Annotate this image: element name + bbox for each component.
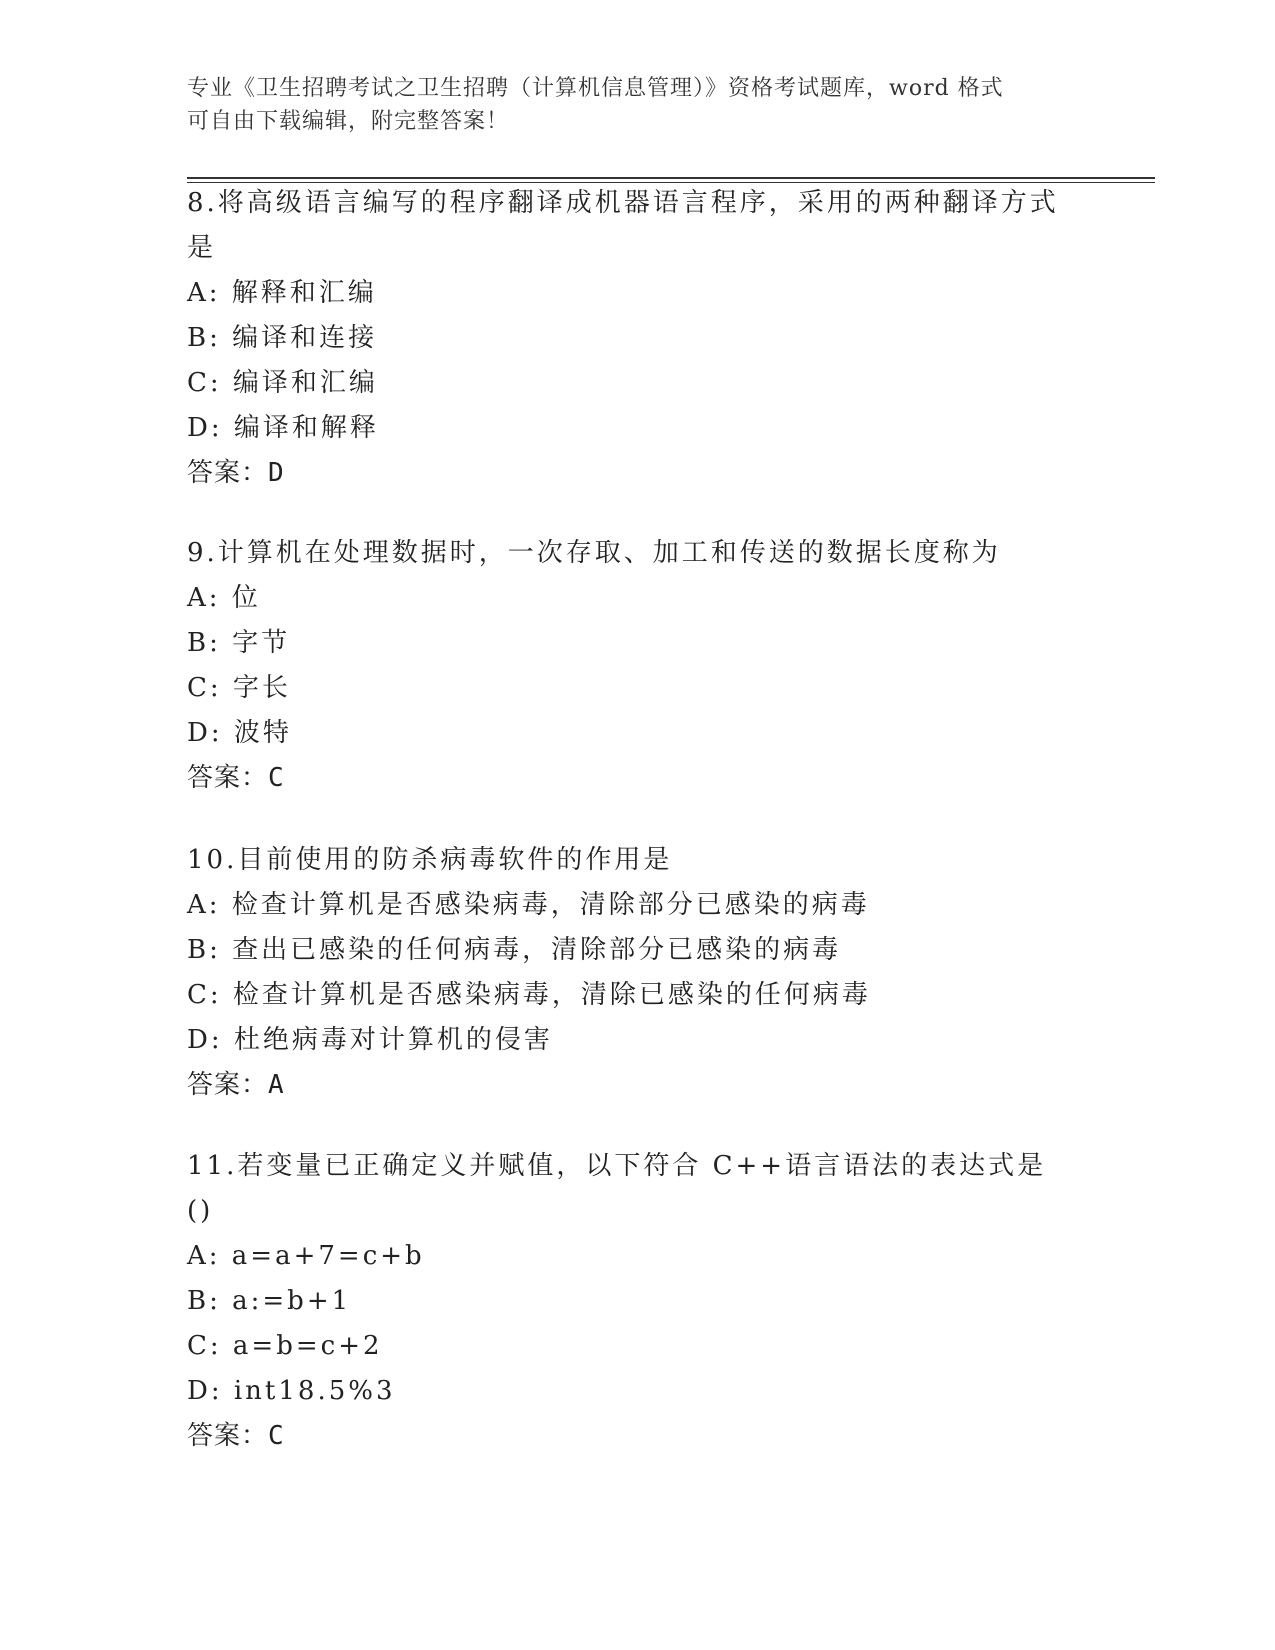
question-stem: 11.若变量已正确定义并赋值，以下符合 C++语言语法的表达式是() [187,1151,1047,1226]
question-9 [187,531,1067,801]
answer-label: 答案： [187,1421,269,1451]
answer-line [187,1063,1067,1108]
answer-value: C [268,1421,285,1451]
option-d: D: int18.5%3 [187,1376,396,1406]
option-b: B: a:=b+1 [187,1286,352,1316]
header-divider-thick [187,177,1155,179]
answer-value: A [268,1070,285,1100]
question-stem: 9.计算机在处理数据时，一次存取、加工和传送的数据长度称为 [187,538,1001,568]
question-11 [187,1144,1067,1459]
option-c: C: a=b=c+2 [187,1331,383,1361]
option-d: D: 编译和解释 [187,413,379,443]
option-d: D: 杜绝病毒对计算机的侵害 [187,1025,553,1055]
option-b: B: 编译和连接 [187,323,378,353]
option-a: A: 检查计算机是否感染病毒，清除部分已感染的病毒 [187,890,870,920]
option-a: A: 位 [187,583,261,613]
question-10 [187,838,1067,1108]
answer-label: 答案： [187,1070,269,1100]
question-8 [187,181,1067,496]
answer-line [187,1414,1067,1459]
option-d: D: 波特 [187,718,292,748]
document-header [187,72,1067,138]
answer-line [187,756,1067,801]
option-c: C: 编译和汇编 [187,368,378,398]
option-a: A: a=a+7=c+b [187,1241,425,1271]
option-a: A: 解释和汇编 [187,278,377,308]
option-c: C: 字长 [187,673,291,703]
question-stem: 10.目前使用的防杀病毒软件的作用是 [187,845,673,875]
answer-line [187,451,1067,496]
option-b: B: 字节 [187,628,291,658]
answer-label: 答案： [187,763,269,793]
header-line-1: 专业《卫生招聘考试之卫生招聘（计算机信息管理）》资格考试题库，word 格式 [187,76,1004,101]
option-c: C: 检查计算机是否感染病毒，清除已感染的任何病毒 [187,980,871,1010]
answer-value: C [268,763,285,793]
option-b: B: 查出已感染的任何病毒，清除部分已感染的病毒 [187,935,842,965]
question-stem-continued: 是 [187,233,217,263]
question-stem: 8.将高级语言编写的程序翻译成机器语言程序，采用的两种翻译方式 [187,188,1059,218]
answer-value: D [268,458,285,488]
header-line-2: 可自由下载编辑，附完整答案！ [187,109,510,134]
answer-label: 答案： [187,458,269,488]
